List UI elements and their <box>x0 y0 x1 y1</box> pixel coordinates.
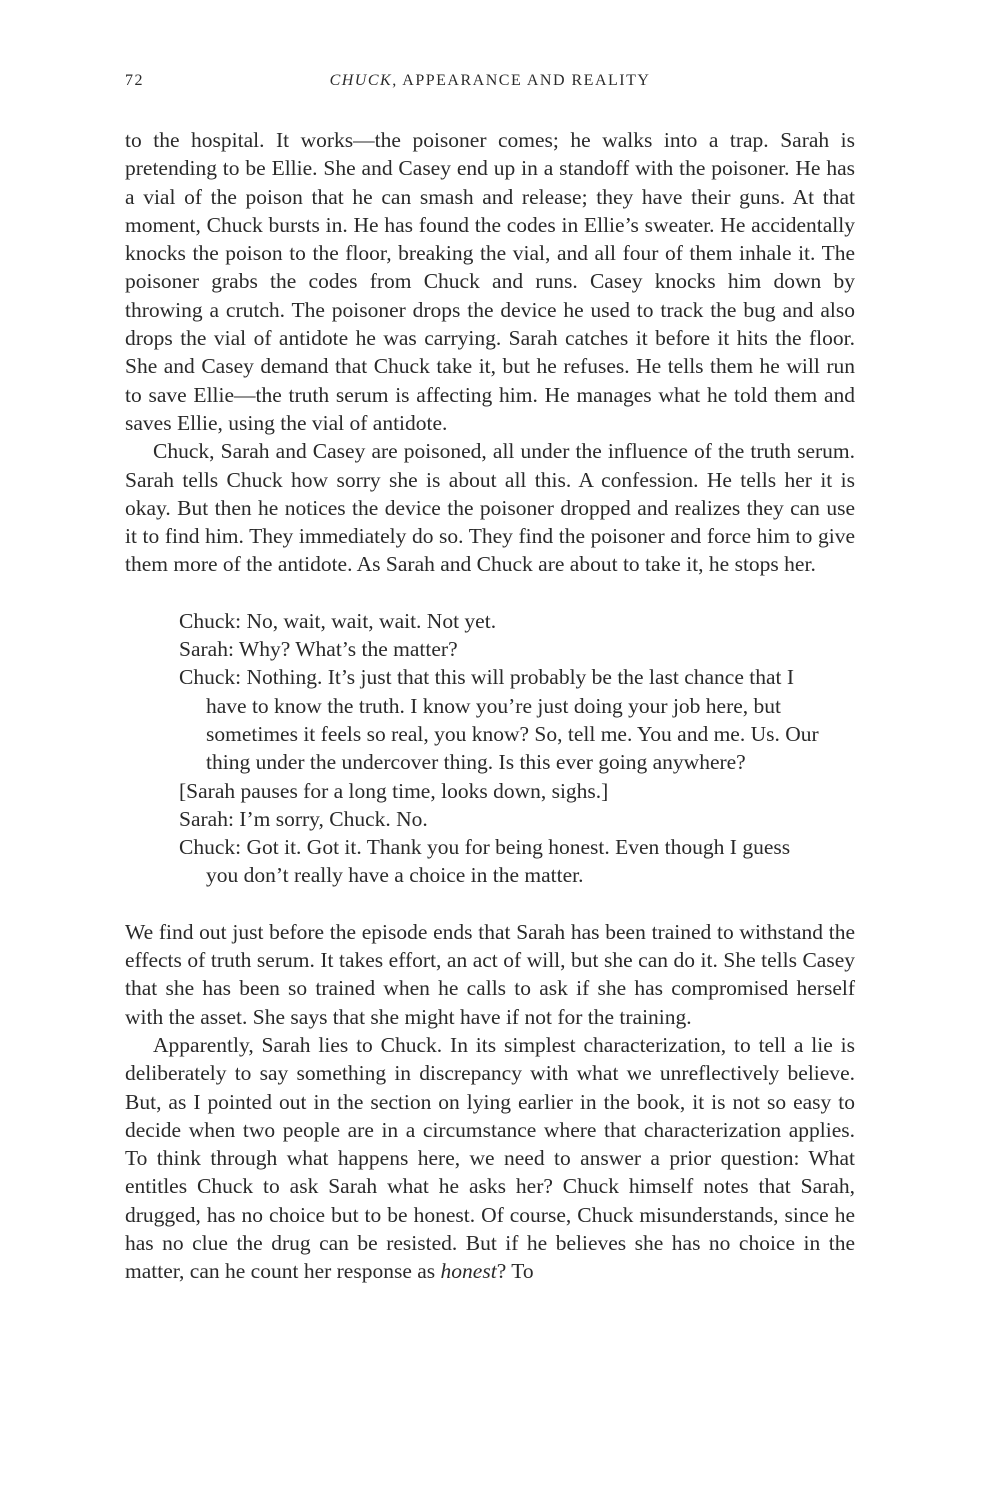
dialogue-line: Chuck: No, wait, wait, wait. Not yet. <box>179 608 497 633</box>
paragraph: Chuck, Sarah and Casey are poisoned, all under the influence of the truth serum. Sarah tells Chuck how sorry she is about all this. A confession. He tells her it is okay. But then he notices the device the poisoner dropped and realizes they can use it to find him. They immediately do so. They find the poisoner and force him to give them more of the antidote. As Sarah and Chuck are about to take it, he stops her. <box>125 439 855 577</box>
running-title <box>125 72 855 90</box>
paragraph <box>125 1031 855 1286</box>
dialogue-line: Sarah: Why? What’s the matter? <box>179 637 458 662</box>
dialogue-block <box>179 607 819 890</box>
body-text <box>125 126 855 1286</box>
dialogue-line: Chuck: Nothing. It’s just that this will probably be the last chance that I have to know the truth. I know you’re just doing your job here, but sometimes it feels so real, you know? So, tell me. You and me. Us. Our thing under the undercover thing. Is this ever going anywhere? <box>179 665 819 775</box>
paragraph-text: Apparently, Sarah lies to Chuck. In its simplest characterization, to tell a lie is deliberately to say something in discrepancy with what we unreflectively believe. But, as I pointed out in the section on lying earlier in the book, it is not so easy to decide when two people are in a circumstance where that characterization applies. To think through what happens here, we need to answer a prior question: What entitles Chuck to ask Sarah what he asks her? Chuck himself notes that Sarah, drugged, has no choice but to be honest. Of course, Chuck misunderstands, since he has no clue the drug can be resisted. But if he believes she has no choice in the matter, can he count her response as <box>125 1032 855 1284</box>
running-title-rest: , APPEARANCE AND REALITY <box>392 72 651 89</box>
stage-direction: [Sarah pauses for a long time, looks down, sighs.] <box>179 778 609 803</box>
page-number: 72 <box>125 72 144 89</box>
paragraph: We find out just before the episode ends that Sarah has been trained to withstand the effects of truth serum. It takes effort, an act of will, but she can do it. She tells Casey that she has been so trained when he calls to ask if she has compromised herself with the asset. She says that she might have if not for the training. <box>125 919 855 1029</box>
running-header <box>125 72 855 96</box>
paragraph-continued: to the hospital. It works—the poisoner comes; he walks into a trap. Sarah is pretending to be Ellie. She and Casey end up in a standoff with the poisoner. He has a vial of the poison that he can smash and release; they have their guns. At that moment, Chuck bursts in. He has found the codes in Ellie’s sweater. He accidentally knocks the poison to the floor, breaking the vial, and all four of them inhale it. The poisoner grabs the codes from Chuck and runs. Casey knocks him down by throwing a crutch. The poisoner drops the device he used to track the bug and also drops the vial of antidote he was carrying. Sarah catches it before it hits the floor. She and Casey demand that Chuck take it, but he refuses. He tells them he will run to save Ellie—the truth serum is affecting him. He manages what he told them and saves Ellie, using the vial of antidote. <box>125 128 855 435</box>
dialogue-line: Sarah: I’m sorry, Chuck. No. <box>179 806 428 831</box>
emphasis-text: honest <box>440 1259 497 1284</box>
running-title-show: CHUCK <box>329 72 393 89</box>
paragraph-text-end: ? To <box>496 1259 534 1284</box>
dialogue-line: Chuck: Got it. Got it. Thank you for being honest. Even though I guess you don’t really have a choice in the matter. <box>179 835 791 888</box>
